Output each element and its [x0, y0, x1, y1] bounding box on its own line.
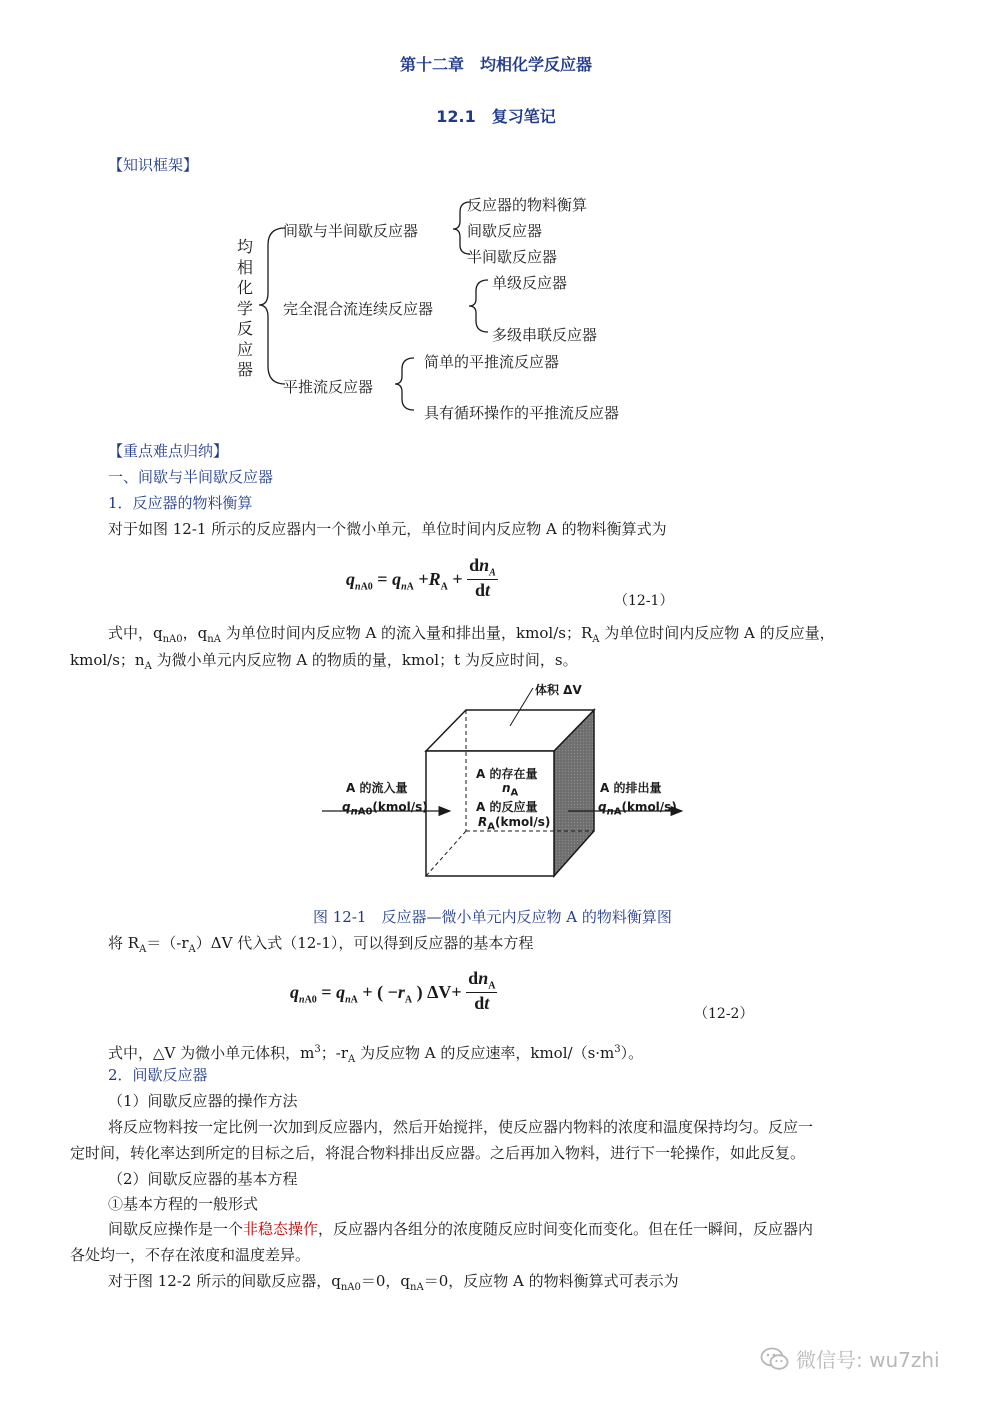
- definitions-line-2: kmol/s；$n_A$ 为微小单元内反应物 A 的物质的量，kmol；t 为反应时间，s。: [70, 651, 578, 672]
- framework-leaf: 间歇反应器: [467, 222, 543, 240]
- equation-number-12-2: （12-2）: [694, 1006, 754, 1022]
- paragraph: 对于如图 12-1 所示的反应器内一个微小单元，单位时间内反应物 A 的物料衡算式为: [108, 520, 667, 538]
- figure-inner-na: $n_A$: [502, 781, 519, 799]
- paragraph: 将反应物料按一定比例一次加到反应器内，然后开始搅拌，使反应器内物料的浓度和温度保持均匀。反应一: [108, 1118, 814, 1136]
- definitions-line-3: 式中，△V 为微小单元体积，$m^3$；$-r_A$ 为反应物 A 的反应速率，kmol/$(s\cdot m^3)$。: [108, 1044, 644, 1065]
- framework-leaf: 反应器的物料衡算: [467, 196, 588, 214]
- framework-leaf: 具有循环操作的平推流反应器: [424, 404, 620, 422]
- figure-inflow-label: A 的流入量: [346, 781, 408, 795]
- branch3-brace: [395, 358, 414, 410]
- subsection-heading-2: 2．间歇反应器: [108, 1066, 208, 1084]
- figure-inflow-value: $q_{nA0}(kmol/s)$: [342, 800, 428, 818]
- branch2-brace: [469, 280, 488, 332]
- equation-12-2: $q_{nA0} = q_{nA}$ + ( $-r_A$ ) ΔV+ $dn_A$ dt: [290, 968, 496, 1013]
- subsection-heading-1: 1．反应器的物料衡算: [108, 494, 253, 512]
- figure-inner-1: A 的存在量: [476, 767, 538, 781]
- framework-leaf: 单级反应器: [492, 274, 568, 292]
- equation-12-1: $q_{nA0} = q_{nA} +R_A$ + $dn_A$ dt: [346, 555, 496, 600]
- figure-outflow-value: $q_{nA}(kmol/s)$: [598, 800, 677, 818]
- figure-12-1: [0, 680, 992, 900]
- chapter-title: 第十二章 均相化学反应器: [399, 55, 592, 74]
- framework-root: 均相化学反应器: [236, 237, 253, 379]
- figure-inner-3: $R_A(kmol/s)$: [478, 815, 551, 833]
- framework-leaf: 半间歇反应器: [467, 248, 558, 266]
- section-heading-1: 一、间歇与半间歇反应器: [108, 468, 274, 486]
- paragraph: 各处均一，不存在浓度和温度差异。: [70, 1246, 311, 1264]
- wechat-watermark: [760, 1344, 940, 1373]
- framework-branch-3: 平推流反应器: [283, 378, 374, 396]
- framework-leaf: 简单的平推流反应器: [424, 353, 560, 371]
- framework-leaf: 多级串联反应器: [492, 326, 598, 344]
- figure-caption: 图 12-1 反应器—微小单元内反应物 A 的物料衡算图: [313, 908, 672, 926]
- paragraph: 对于图 12-2 所示的间歇反应器，$q_{nA0}=0$，$q_{nA}=0$，反应物 A 的物料衡算式可表示为: [108, 1272, 679, 1293]
- paragraph: 定时间，转化率达到所定的目标之后，将混合物料排出反应器。之后再加入物料，进行下一轮操作，如此反复。: [70, 1144, 806, 1162]
- framework-branch-2: 完全混合流连续反应器: [283, 300, 434, 318]
- keypoints-heading: 【重点难点归纳】: [108, 442, 229, 460]
- list-item: （1）间歇反应器的操作方法: [108, 1092, 298, 1110]
- framework-heading: 【知识框架】: [108, 156, 199, 174]
- list-item: （2）间歇反应器的基本方程: [108, 1170, 298, 1188]
- figure-outflow-label: A 的排出量: [600, 781, 662, 795]
- paragraph: 间歇反应操作是一个非稳态操作，反应器内各组分的浓度随反应时间变化而变化。但在任一瞬间，反应器内: [108, 1220, 814, 1238]
- root-brace: [259, 228, 285, 384]
- list-item: ①基本方程的一般形式: [108, 1195, 259, 1213]
- highlight-term: 非稳态操作: [243, 1220, 319, 1238]
- definitions-line-1: 式中，$q_{nA0}$，$q_{nA}$ 为单位时间内反应物 A 的流入量和排出量，kmol/s；$R_A$ 为单位时间内反应物 A 的反应量，: [108, 624, 835, 645]
- paragraph: 将 $R_A=(-r_A)\Delta V$ 代入式（12-1），可以得到反应器的基本方程: [108, 934, 534, 955]
- framework-branch-1: 间歇与半间歇反应器: [283, 222, 419, 240]
- figure-volume-label: 体积 ΔV: [535, 683, 582, 697]
- equation-number-12-1: （12-1）: [614, 593, 674, 609]
- section-title: 12.1 复习笔记: [436, 107, 556, 126]
- figure-inner-2: A 的反应量: [476, 800, 538, 814]
- wechat-id: 微信号: wu7zhi: [796, 1348, 940, 1372]
- wechat-icon: [760, 1346, 790, 1372]
